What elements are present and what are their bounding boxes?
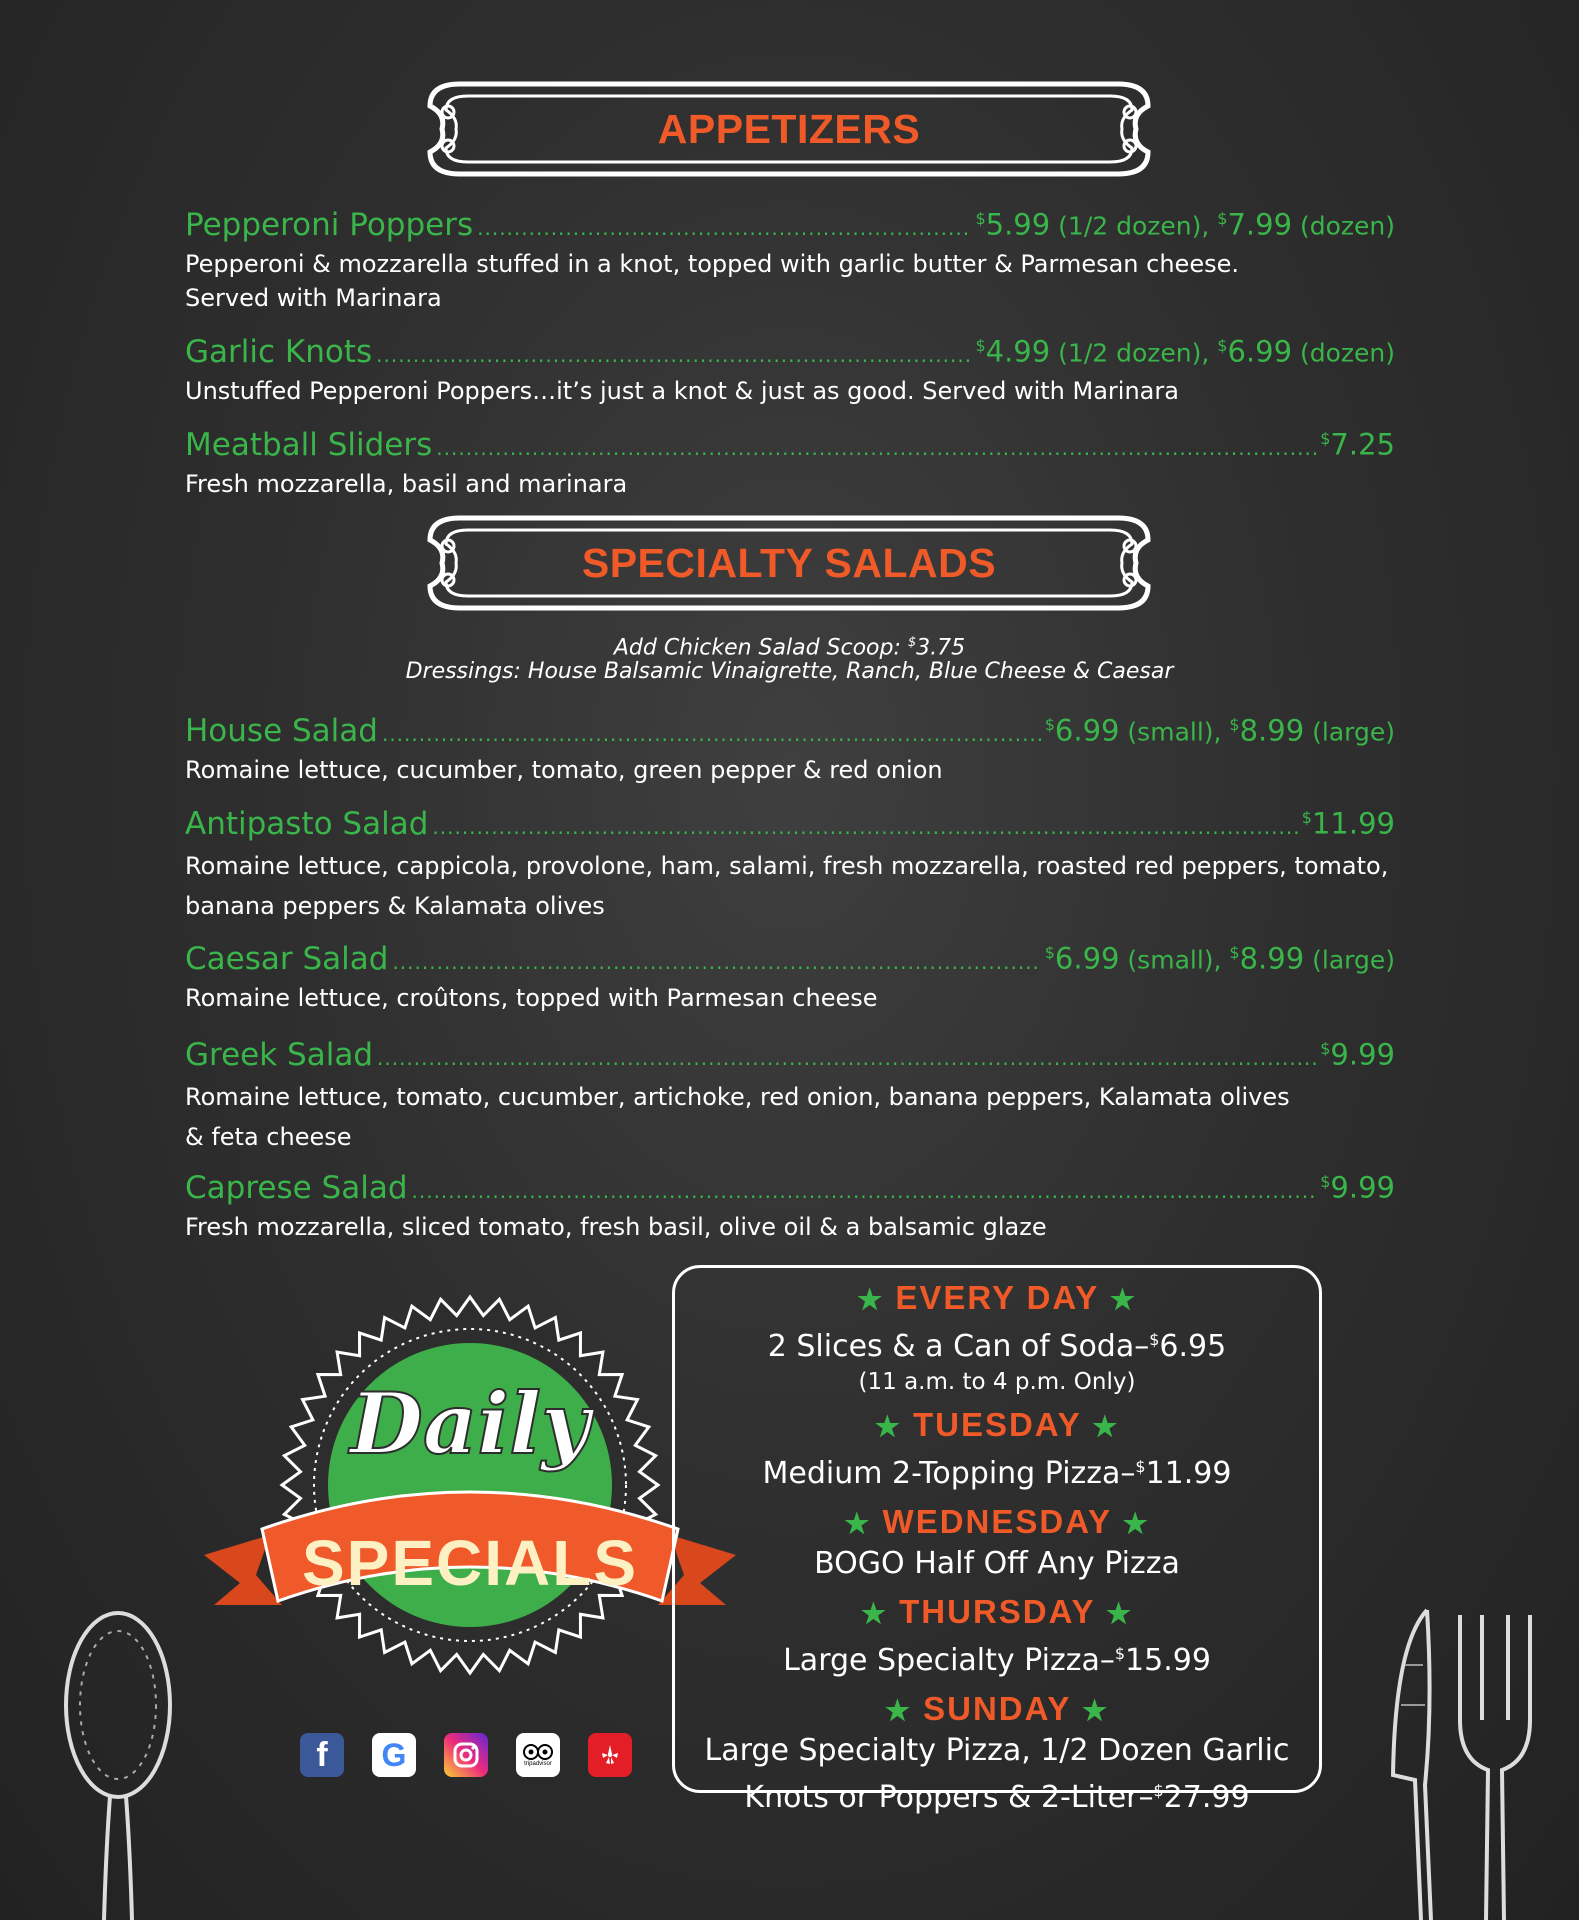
menu-item xyxy=(185,1163,1395,1244)
item-description: Fresh mozzarella, basil and marinara xyxy=(185,469,628,498)
star-icon: ★ xyxy=(1109,1284,1137,1315)
special-deal: Knots or Poppers & 2-Liter–$27.99 xyxy=(744,1780,1250,1815)
menu-item xyxy=(185,799,1395,926)
special-day-heading: ★ EVERY DAY ★ xyxy=(857,1279,1137,1316)
yelp-icon[interactable] xyxy=(588,1733,632,1777)
star-icon: ★ xyxy=(1122,1508,1150,1539)
item-description: Pepperoni & mozzarella stuffed in a knot, topped with garlic butter & Parmesan cheese. xyxy=(185,249,1239,278)
item-price: $4.99 (1/2 dozen), $6.99 (dozen) xyxy=(975,334,1395,369)
special-deal-note: (11 a.m. to 4 p.m. Only) xyxy=(858,1369,1136,1395)
special-deal: Large Specialty Pizza, 1/2 Dozen Garlic xyxy=(704,1733,1290,1768)
item-description: Romaine lettuce, cucumber, tomato, green pepper & red onion xyxy=(185,755,943,784)
item-description: Fresh mozzarella, sliced tomato, fresh basil, olive oil & a balsamic glaze xyxy=(185,1212,1047,1241)
special-deal: 2 Slices & a Can of Soda–$6.95 xyxy=(767,1329,1227,1364)
item-description: Romaine lettuce, croûtons, topped with Parmesan cheese xyxy=(185,983,878,1012)
tripadvisor-icon[interactable]: tripadvisor xyxy=(516,1733,560,1777)
google-icon[interactable]: G xyxy=(372,1733,416,1777)
star-icon: ★ xyxy=(1106,1598,1134,1629)
social-links xyxy=(300,1733,632,1777)
menu-item xyxy=(185,420,1395,501)
special-day-heading: ★ SUNDAY ★ xyxy=(884,1690,1110,1727)
star-icon: ★ xyxy=(884,1695,912,1726)
badge-script-text: Daily xyxy=(350,1374,590,1473)
salads-banner xyxy=(420,510,1158,616)
star-icon: ★ xyxy=(857,1284,885,1315)
section-title: APPETIZERS xyxy=(657,105,921,152)
item-name: Antipasto Salad xyxy=(185,805,429,842)
spoon-icon xyxy=(58,1610,178,1920)
star-icon: ★ xyxy=(874,1411,902,1442)
item-price: $7.25 xyxy=(1320,427,1395,462)
item-price: $5.99 (1/2 dozen), $7.99 (dozen) xyxy=(975,207,1395,242)
facebook-icon[interactable]: f xyxy=(300,1733,344,1777)
item-description: Romaine lettuce, tomato, cucumber, artichoke, red onion, banana peppers, Kalamata olives xyxy=(185,1082,1290,1111)
item-description: banana peppers & Kalamata olives xyxy=(185,891,605,920)
dressings-note: Dressings: House Balsamic Vinaigrette, Ranch, Blue Cheese & Caesar xyxy=(405,659,1174,684)
item-description: Unstuffed Pepperoni Poppers…it’s just a knot & just as good. Served with Marinara xyxy=(185,376,1179,405)
appetizers-banner xyxy=(420,76,1158,182)
salad-addon-note: Add Chicken Salad Scoop: $3.75 xyxy=(613,635,966,661)
menu-item xyxy=(185,200,1395,315)
item-name: House Salad xyxy=(185,712,378,749)
item-price: $6.99 (small), $8.99 (large) xyxy=(1044,941,1395,976)
menu-item xyxy=(185,327,1395,408)
item-price: $11.99 xyxy=(1301,806,1395,841)
menu-item xyxy=(185,706,1395,787)
item-price: $9.99 xyxy=(1320,1037,1395,1072)
daily-specials-badge xyxy=(200,1285,740,1705)
item-description: Served with Marinara xyxy=(185,283,442,312)
leader-dots xyxy=(432,808,1297,846)
item-price: $6.99 (small), $8.99 (large) xyxy=(1044,713,1395,748)
special-deal: Large Specialty Pizza–$15.99 xyxy=(783,1643,1211,1678)
item-name: Pepperoni Poppers xyxy=(185,206,474,243)
special-day-heading: ★ TUESDAY ★ xyxy=(874,1406,1120,1443)
item-name: Caprese Salad xyxy=(185,1169,408,1206)
item-description: Romaine lettuce, cappicola, provolone, ham, salami, fresh mozzarella, roasted red peppers, tomato, xyxy=(185,851,1389,880)
item-price: $9.99 xyxy=(1320,1170,1395,1205)
section-title: SPECIALTY SALADS xyxy=(581,539,997,586)
special-day-heading: ★ THURSDAY ★ xyxy=(860,1593,1134,1630)
star-icon: ★ xyxy=(860,1598,888,1629)
knife-icon xyxy=(1375,1605,1455,1920)
special-day-heading: ★ WEDNESDAY ★ xyxy=(844,1503,1150,1540)
leader-dots xyxy=(377,1039,1316,1077)
badge-seal-icon xyxy=(282,1297,658,1673)
leader-dots xyxy=(436,429,1316,467)
leader-dots xyxy=(477,209,971,247)
item-name: Greek Salad xyxy=(185,1036,373,1073)
leader-dots xyxy=(412,1172,1317,1210)
star-icon: ★ xyxy=(1082,1695,1110,1726)
instagram-icon[interactable] xyxy=(444,1733,488,1777)
special-deal: Medium 2-Topping Pizza–$11.99 xyxy=(762,1456,1232,1491)
leader-dots xyxy=(392,943,1040,981)
item-name: Meatball Sliders xyxy=(185,426,433,463)
special-deal: BOGO Half Off Any Pizza xyxy=(814,1546,1180,1581)
menu-item xyxy=(185,1030,1395,1157)
star-icon: ★ xyxy=(1092,1411,1120,1442)
fork-icon xyxy=(1450,1610,1540,1920)
leader-dots xyxy=(382,715,1041,753)
star-icon: ★ xyxy=(844,1508,872,1539)
menu-item xyxy=(185,934,1395,1015)
item-name: Caesar Salad xyxy=(185,940,389,977)
item-description: & feta cheese xyxy=(185,1122,352,1151)
specials-list xyxy=(672,1265,1322,1815)
item-name: Garlic Knots xyxy=(185,333,373,370)
ribbon-text: SPECIALS xyxy=(301,1527,639,1599)
leader-dots xyxy=(376,336,971,374)
